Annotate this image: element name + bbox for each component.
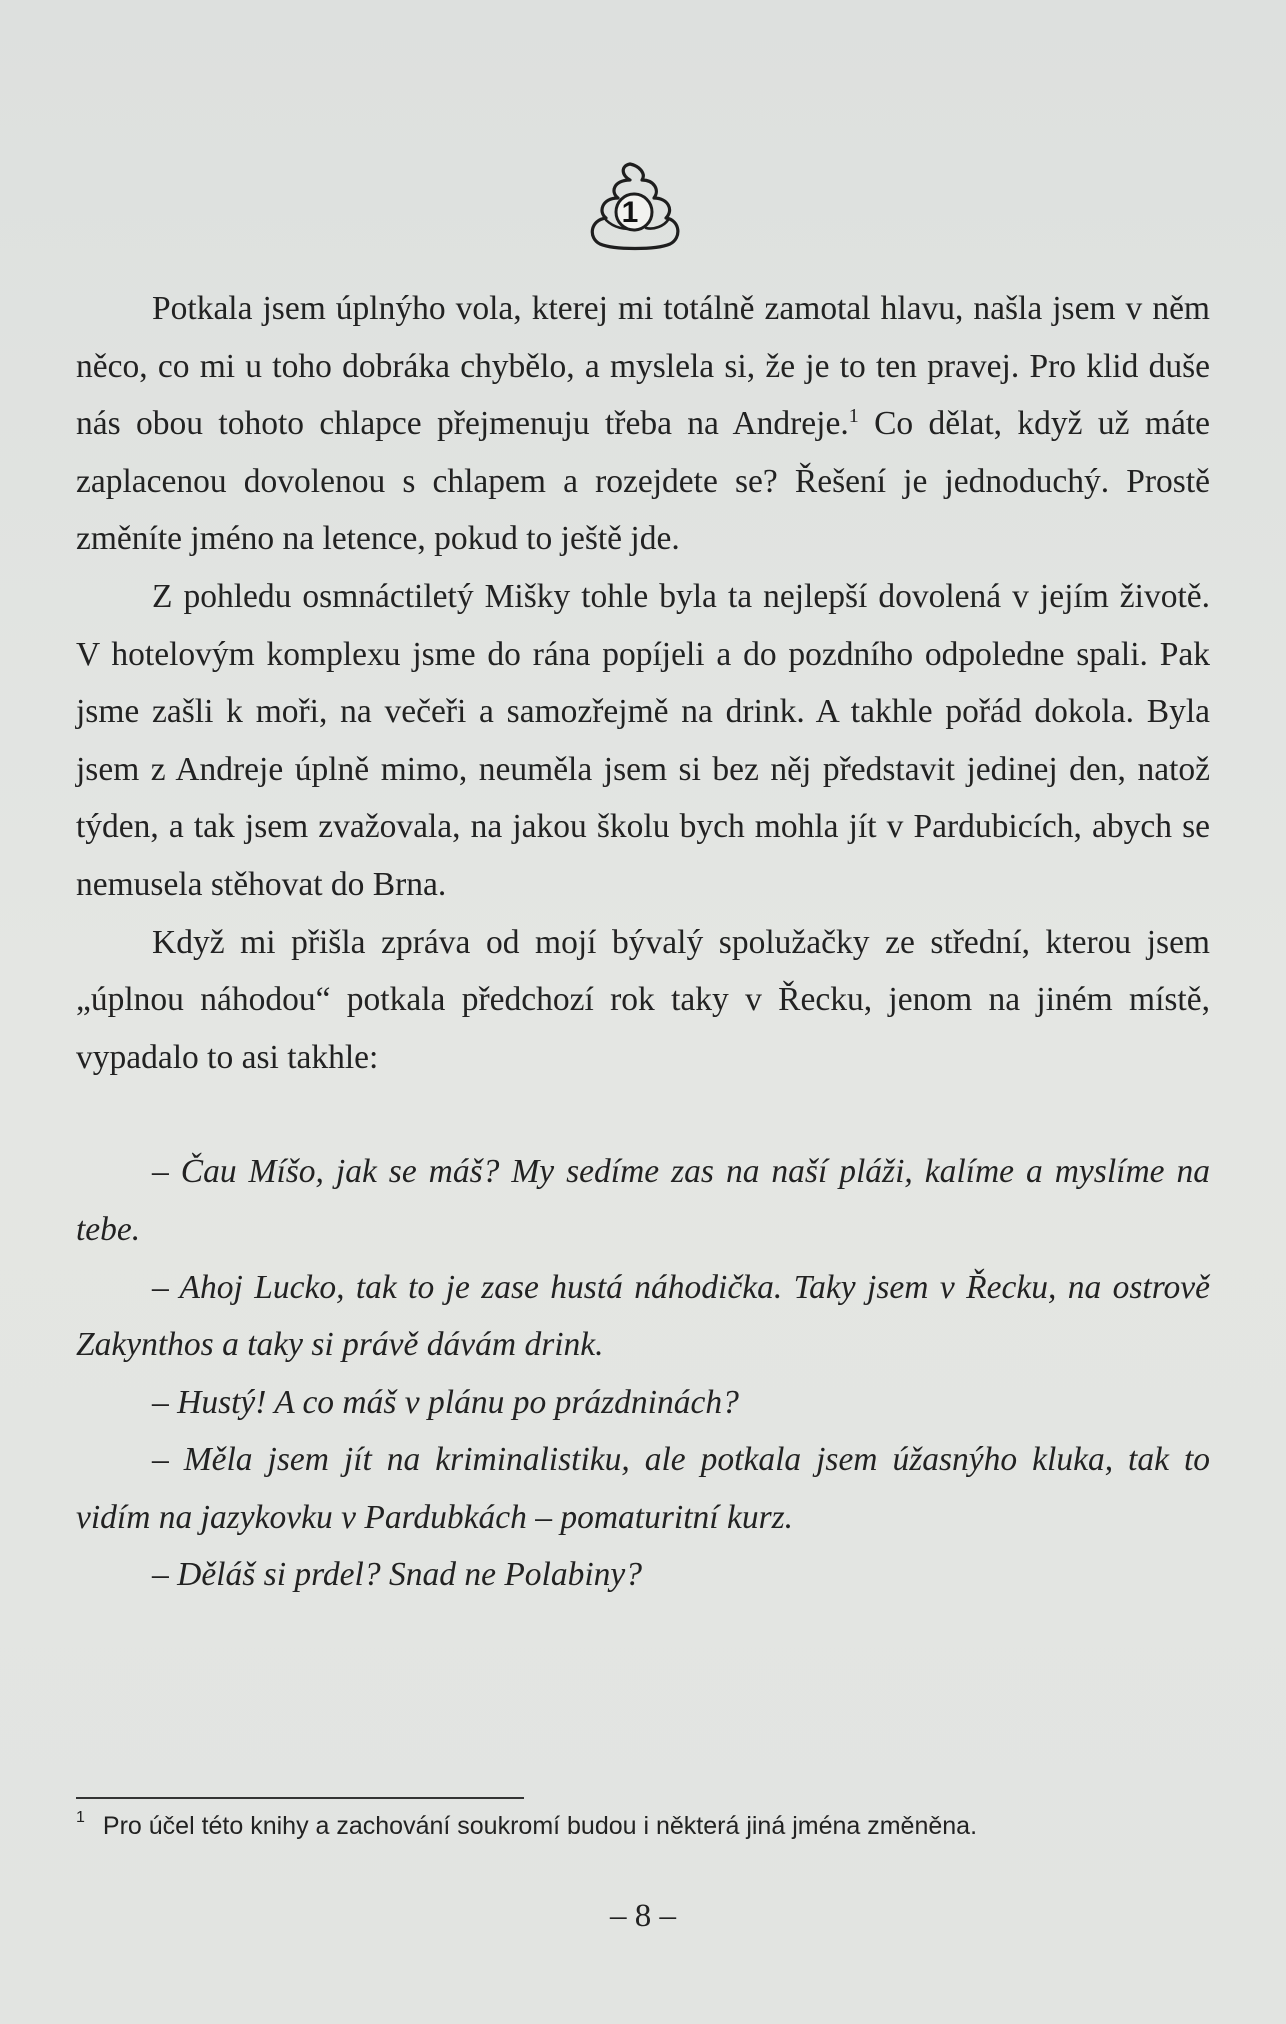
footnote-mark: 1 xyxy=(76,1809,85,1826)
chapter-marker xyxy=(584,158,684,254)
footnote xyxy=(76,1808,1210,1844)
body-text xyxy=(76,280,1210,1604)
footnote-text: Pro účel této knihy a zachování soukromí budou i některá jiná jména změněna. xyxy=(102,1812,978,1840)
footnote-reference[interactable]: 1 xyxy=(848,405,859,428)
dialogue-line: – Ahoj Lucko, tak to je zase hustá náhodička. Taky jsem v Řecku, na ostrově Zakynthos a taky si právě dávám drink. xyxy=(76,1268,1210,1364)
paragraph-text-continued: Co dělat, když už máte zaplacenou dovolenou s chlapem a rozejdete se? Řešení je jednoduchý. Prostě změníte jméno na letence, pokud to ještě jde. xyxy=(76,405,1210,558)
dialogue-line: – Děláš si prdel? Snad ne Polabiny? xyxy=(152,1556,643,1594)
dialogue-line: – Měla jsem jít na kriminalistiku, ale potkala jsem úžasnýho kluka, tak to vidím na jazykovku v Pardubkách – pomaturitní kurz. xyxy=(76,1441,1210,1536)
section-gap xyxy=(76,1086,1210,1143)
dialogue-line: – Čau Míšo, jak se máš? My sedíme zas na naší pláži, kalíme a myslíme na tebe. xyxy=(76,1153,1210,1248)
page-number: – 8 – xyxy=(610,1898,676,1934)
paragraph: Z pohledu osmnáctiletý Mišky tohle byla ta nejlepší dovolená v jejím životě. V hotelovým komplexu jsme do rána popíjeli a do pozdního odpoledne spali. Pak jsme zašli k moři, na večeři a samozřejmě na drink. A takhle pořád dokola. Byla jsem z Andreje úplně mimo, neuměla jsem si bez něj představit jedinej den, natož týden, a tak jsem zvažovala, na jakou školu bych mohla jít v Pardubicích, abych se nemusela stěhovat do Brna. xyxy=(76,577,1210,903)
paragraph xyxy=(76,280,1210,568)
dialogue-line: – Hustý! A co máš v plánu po prázdninách? xyxy=(152,1383,739,1421)
footnote-divider xyxy=(76,1797,524,1799)
paragraph: Když mi přišla zpráva od mojí bývalý spolužačky ze střední, kterou jsem „úplnou náhodou“ potkala předchozí rok taky v Řecku, jenom na jiném místě, vypadalo to asi takhle: xyxy=(76,923,1210,1076)
paragraph-text: Potkala jsem úplnýho vola, kterej mi totálně zamotal hlavu, našla jsem v něm něco, co mi u toho dobráka chybělo, a myslela si, že je to ten pravej. Pro klid duše nás obou tohoto chlapce přejmenuju třeba na Andreje. xyxy=(76,290,1210,443)
chapter-number: 1 xyxy=(621,196,639,229)
